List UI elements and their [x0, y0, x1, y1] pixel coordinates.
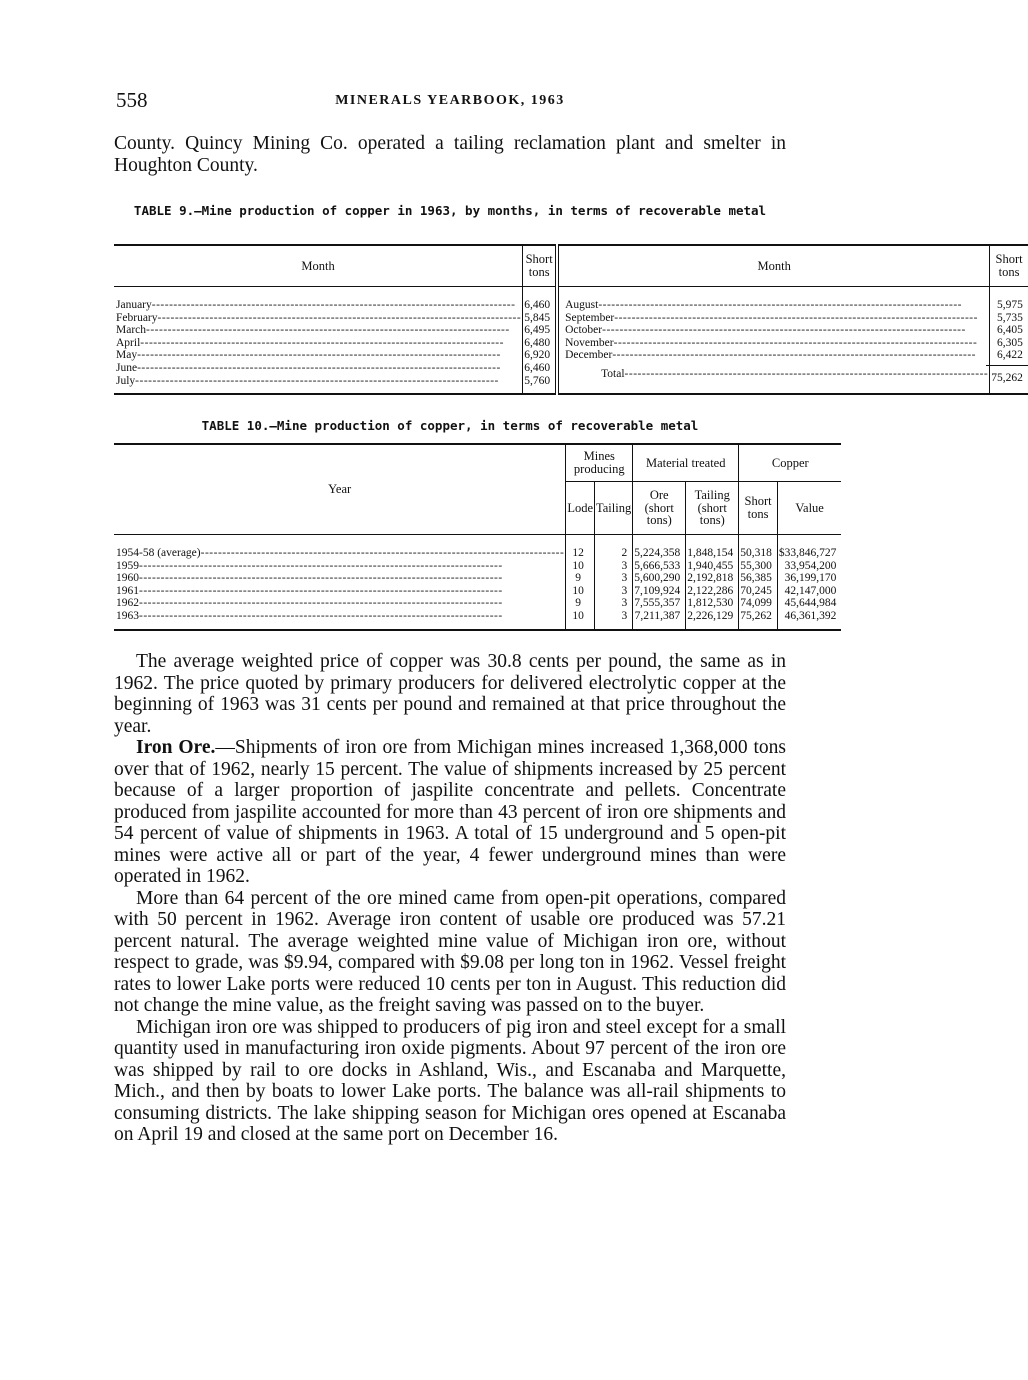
table9-total-row — [565, 368, 988, 381]
paragraph-text: The average weighted price of copper was 30.8 cents per pound, the same as in 1962. The price quoted by primary producers for delivered electrolytic copper at the beginning of 1963 was 31 cents per pound and remained at that price throughout the year. — [114, 651, 786, 737]
tons-value: 5,975 — [996, 299, 1023, 311]
month-label: September — [565, 311, 615, 324]
table10-ore-col — [633, 535, 686, 630]
cell: 2,122,286 — [687, 584, 734, 597]
cell: 36,199,170 — [784, 572, 837, 585]
table9-header-month-right: Month — [557, 245, 990, 287]
paragraph-text: —Shipments of iron ore from Michigan mines increased 1,368,000 tons over that of 1962, nearly 15 percent. The value of shipments increased by 25 percent because of a larger proportion of jaspilite concentrate and pellets. Concentrate produced from jaspilite accounted for more than 43 percent of iron ore shipments and 54 percent of value of shipments in 1963. A total of 15 underground and 5 open-pit mines were active all or part of the year, 4 fewer underground mines than were operated in 1962. — [114, 737, 786, 887]
cell: 33,954,200 — [784, 559, 837, 572]
table9-row — [116, 337, 521, 350]
table9-right-values — [990, 287, 1028, 395]
year-label: 1959 — [116, 559, 139, 572]
total-rule — [986, 365, 1028, 366]
month-label: February — [116, 311, 158, 324]
month-label: July — [116, 374, 136, 387]
table9-left-values — [523, 287, 557, 395]
table9-header-month-left: Month — [114, 245, 523, 287]
table9-row — [116, 299, 521, 312]
month-label: June — [116, 361, 138, 374]
cell: 50,318 — [740, 547, 772, 559]
cell: 1,940,455 — [687, 559, 734, 572]
table10-row — [116, 572, 564, 585]
cell: 75,262 — [740, 609, 772, 622]
cell: 3 — [621, 597, 628, 610]
table10-row — [116, 560, 564, 573]
cell: 10 — [572, 609, 584, 622]
table9-row — [116, 312, 521, 325]
cell: 3 — [621, 584, 628, 597]
table10-group-copper: Copper — [739, 444, 842, 482]
cell: 12 — [572, 547, 584, 559]
table10-value-col — [777, 535, 841, 630]
table9-row — [116, 375, 521, 388]
total-value: 75,262 — [991, 371, 1023, 384]
year-label: 1961 — [116, 584, 139, 597]
table9-row — [116, 324, 521, 337]
tons-value: 6,480 — [524, 336, 551, 349]
cell: 7,555,357 — [634, 597, 681, 610]
table9-caption: TABLE 9.—Mine production of copper in 1963, by months, in terms of recoverable metal — [133, 203, 767, 218]
page-number: 558 — [116, 88, 148, 112]
cell: 3 — [621, 609, 628, 622]
tons-value: 6,422 — [996, 349, 1023, 362]
table10-header-tailing: Tailing — [595, 482, 633, 535]
table9-row — [565, 299, 988, 312]
cell: 9 — [575, 597, 582, 610]
cell: $33,846,727 — [778, 547, 837, 559]
paragraph — [114, 651, 786, 737]
month-label: January — [116, 299, 152, 311]
table9-row — [116, 349, 521, 362]
run-in-heading: Iron Ore. — [136, 737, 216, 758]
table9-row — [565, 349, 988, 362]
cell: 2,192,818 — [687, 572, 734, 585]
cell: 9 — [575, 572, 582, 585]
cell: 3 — [621, 572, 628, 585]
tons-value: 5,735 — [996, 311, 1023, 324]
cell: 45,644,984 — [784, 597, 837, 610]
table10-body-row — [114, 535, 841, 630]
table9-left-months — [114, 287, 523, 395]
table10-header-lode: Lode — [566, 482, 595, 535]
paragraph — [114, 888, 786, 1017]
year-label: 1954-58 (average) — [116, 547, 201, 559]
tons-value: 6,405 — [996, 324, 1023, 337]
table10-header-ore: Ore (short tons) — [633, 482, 686, 535]
month-label: April — [116, 336, 141, 349]
table10-header-year: Year — [114, 444, 566, 535]
tons-value: 6,460 — [524, 299, 551, 311]
page-header — [114, 88, 786, 116]
year-label: 1960 — [116, 572, 139, 585]
table9-row — [565, 312, 988, 325]
table9-body-row — [114, 287, 1028, 395]
table10-header-short-tons: Short tons — [739, 482, 778, 535]
cell: 70,245 — [740, 584, 772, 597]
table10-row — [116, 610, 564, 623]
intro-paragraph: County. Quincy Mining Co. operated a tailing reclamation plant and smelter in Houghton County. — [114, 133, 786, 176]
table10-tailing-tons-col — [686, 535, 739, 630]
month-label: October — [565, 324, 603, 337]
table10-group-header-row — [114, 444, 841, 482]
table9-row — [565, 337, 988, 350]
table9-header-tons-right: Short tons — [990, 245, 1028, 287]
month-label: May — [116, 349, 138, 362]
table10-group-mines: Mines producing — [566, 444, 633, 482]
year-label: 1962 — [116, 597, 139, 610]
table10-row — [116, 585, 564, 598]
cell: 1,848,154 — [687, 547, 734, 559]
table10-row — [116, 547, 564, 560]
cell: 5,666,533 — [634, 559, 681, 572]
cell: 7,109,924 — [634, 584, 681, 597]
paragraph-text: More than 64 percent of the ore mined came from open-pit operations, compared with 50 percent in 1962. Average iron content of usable ore produced was 57.21 percent natural. The average weighted mine value of Michigan iron ore, without respect to grade, was $9.94, compared with $9.08 per long ton in 1962. Vessel freight rates to lower Lake ports were reduced 10 cents per ton in August. This reduction did not change the mine value, as the freight saving was passed on to the buyer. — [114, 887, 786, 1016]
table9 — [114, 244, 1028, 395]
month-label: December — [565, 349, 613, 362]
month-label: March — [116, 324, 147, 337]
table10-lode-col — [566, 535, 595, 630]
cell: 2 — [621, 547, 628, 559]
running-title: MINERALS YEARBOOK, 1963 — [335, 93, 565, 108]
cell: 74,099 — [740, 597, 772, 610]
table10-year-col — [114, 535, 566, 630]
table10-header-tailing-tons: Tailing (short tons) — [686, 482, 739, 535]
cell: 2,226,129 — [687, 609, 734, 622]
table10-tailing-col — [595, 535, 633, 630]
cell: 55,300 — [740, 559, 772, 572]
table10 — [114, 443, 841, 631]
table9-header-tons-left: Short tons — [523, 245, 557, 287]
paragraph-text: Michigan iron ore was shipped to producers of pig iron and steel except for a small quantity used in manufacturing iron oxide pigments. About 97 percent of the iron ore was shipped by rail to ore docks in Ashland, Wis., and Escanaba and Marquette, Mich., and then by boats to lower Lake ports. The balance was all-rail shipments to consuming districts. The lake shipping season for Michigan ores opened at Escanaba on April 19 and closed at the same port on December 16. — [114, 1016, 786, 1145]
paragraph — [114, 1017, 786, 1146]
tons-value: 5,845 — [524, 311, 551, 324]
body-text — [114, 651, 786, 1146]
tons-value: 6,305 — [996, 336, 1023, 349]
cell: 5,224,358 — [634, 547, 681, 559]
table10-row — [116, 597, 564, 610]
year-label: 1963 — [116, 609, 139, 622]
cell: 7,211,387 — [634, 609, 681, 622]
tons-value: 6,920 — [524, 349, 551, 362]
cell: 56,385 — [740, 572, 772, 585]
cell: 10 — [572, 559, 584, 572]
table10-header-value: Value — [777, 482, 841, 535]
tons-value: 5,760 — [524, 374, 551, 387]
table10-group-material: Material treated — [633, 444, 739, 482]
paragraph — [114, 737, 786, 888]
cell: 42,147,000 — [784, 584, 837, 597]
cell: 10 — [572, 584, 584, 597]
cell: 1,812,530 — [687, 597, 734, 610]
cell: 3 — [621, 559, 628, 572]
table10-caption: TABLE 10.—Mine production of copper, in terms of recoverable metal — [201, 418, 699, 433]
table9-row — [565, 324, 988, 337]
cell: 46,361,392 — [784, 609, 837, 622]
tons-value: 6,495 — [524, 324, 551, 337]
month-label: August — [565, 299, 599, 311]
table10-short-tons-col — [739, 535, 778, 630]
table9-right-months — [557, 287, 990, 395]
table9-header-row — [114, 245, 1028, 287]
total-label: Total — [601, 367, 625, 380]
tons-value: 6,460 — [524, 361, 551, 374]
table9-row — [116, 362, 521, 375]
month-label: November — [565, 336, 614, 349]
cell: 5,600,290 — [634, 572, 681, 585]
